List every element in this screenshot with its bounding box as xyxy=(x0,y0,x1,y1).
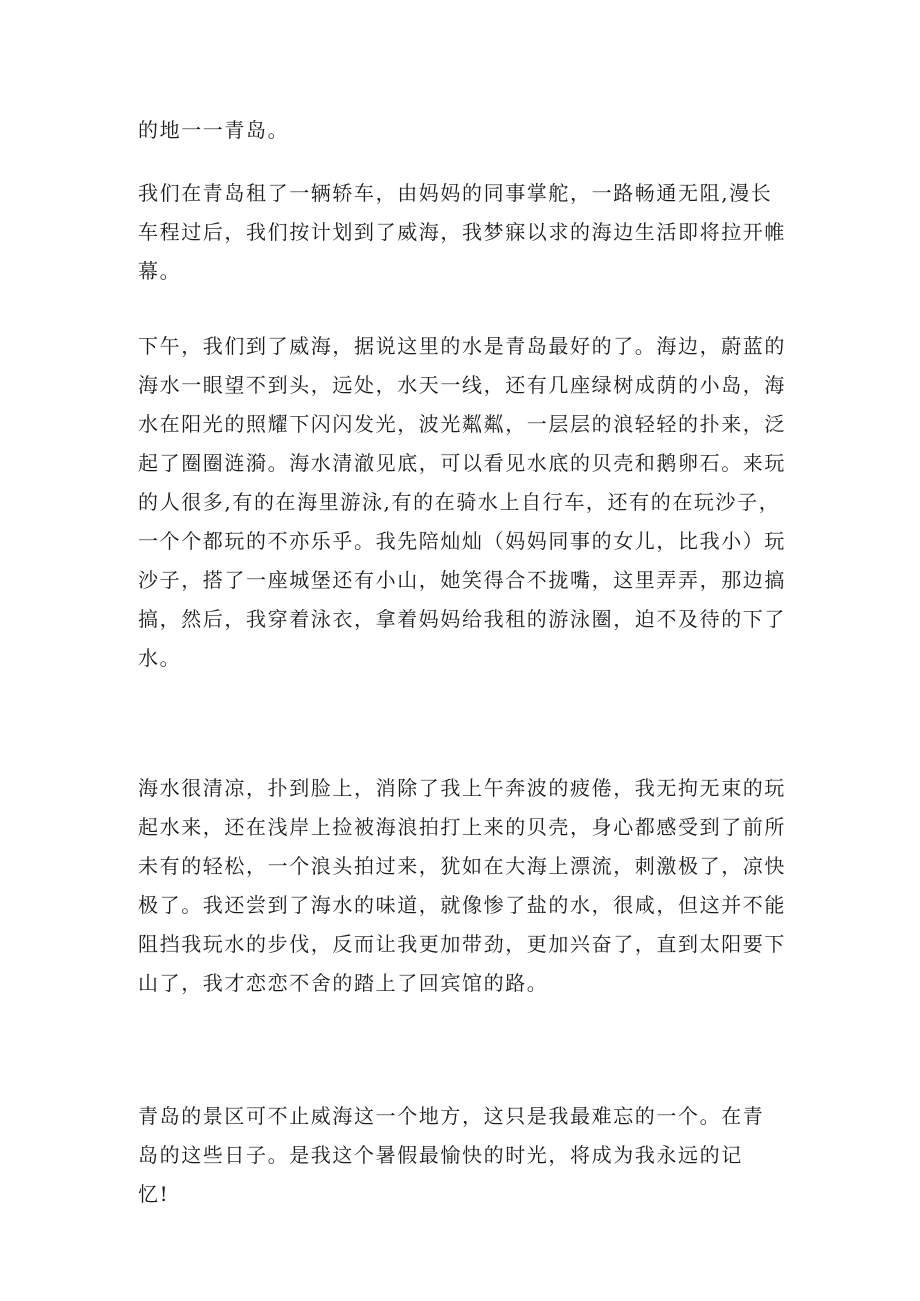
text-line: 海水很清凉，扑到脸上，消除了我上午奔波的疲倦，我无拘无束的玩 xyxy=(138,776,786,800)
text-line: 车程过后，我们按计划到了威海，我梦寐以求的海边生活即将拉开帷 xyxy=(138,220,786,244)
text-line: 未有的轻松，一个浪头拍过来，犹如在大海上漂流，刺激极了，凉快 xyxy=(138,854,786,878)
paragraph-car-trip xyxy=(138,174,786,291)
text-line: 的人很多,有的在海里游泳,有的在骑水上自行车，还有的在玩沙子， xyxy=(138,490,781,514)
text-line: 幕。 xyxy=(138,259,182,283)
text-line: 水在阳光的照耀下闪闪发光，波光粼粼，一层层的浪轻轻的扑来，泛 xyxy=(138,412,786,436)
text-line: 下午，我们到了威海，据说这里的水是青岛最好的了。海边，蔚蓝的 xyxy=(138,334,786,358)
text-line: 海水一眼望不到头，远处，水天一线，还有几座绿树成荫的小岛，海 xyxy=(138,373,786,397)
text-line: 山了，我才恋恋不舍的踏上了回宾馆的路。 xyxy=(138,971,549,995)
paragraph-swimming xyxy=(138,769,786,1003)
paragraph-weihai-beach xyxy=(138,327,786,678)
text-line: 的地一一青岛。 xyxy=(138,118,290,142)
text-line: 沙子，搭了一座城堡还有小山，她笑得合不拢嘴，这里弄弄，那边搞 xyxy=(138,568,786,592)
text-line: 岛的这些日子。是我这个暑假最愉快的时光，将成为我永远的记 xyxy=(138,1143,743,1167)
text-line: 青岛的景区可不止威海这一个地方，这只是我最难忘的一个。在青 xyxy=(138,1104,765,1128)
paragraph-conclusion xyxy=(138,1097,786,1214)
text-line: 水。 xyxy=(138,646,182,670)
text-line: 搞，然后，我穿着泳衣，拿着妈妈给我租的游泳圈，迫不及待的下了 xyxy=(138,607,786,631)
text-line: 忆! xyxy=(138,1182,170,1206)
text-line: 极了。我还尝到了海水的味道，就像惨了盐的水，很咸，但这并不能 xyxy=(138,893,786,917)
text-line: 起水来，还在浅岸上捡被海浪拍打上来的贝壳，身心都感受到了前所 xyxy=(138,815,786,839)
text-line: 我们在青岛租了一辆轿车，由妈妈的同事掌舵，一路畅通无阻,漫长 xyxy=(138,181,773,205)
paragraph-destination xyxy=(138,111,786,150)
text-line: 一个个都玩的不亦乐乎。我先陪灿灿（妈妈同事的女儿，比我小）玩 xyxy=(138,529,786,553)
text-line: 起了圈圈涟漪。海水清澈见底，可以看见水底的贝壳和鹅卵石。来玩 xyxy=(138,451,786,475)
text-line: 阻挡我玩水的步伐，反而让我更加带劲，更加兴奋了，直到太阳要下 xyxy=(138,932,786,956)
